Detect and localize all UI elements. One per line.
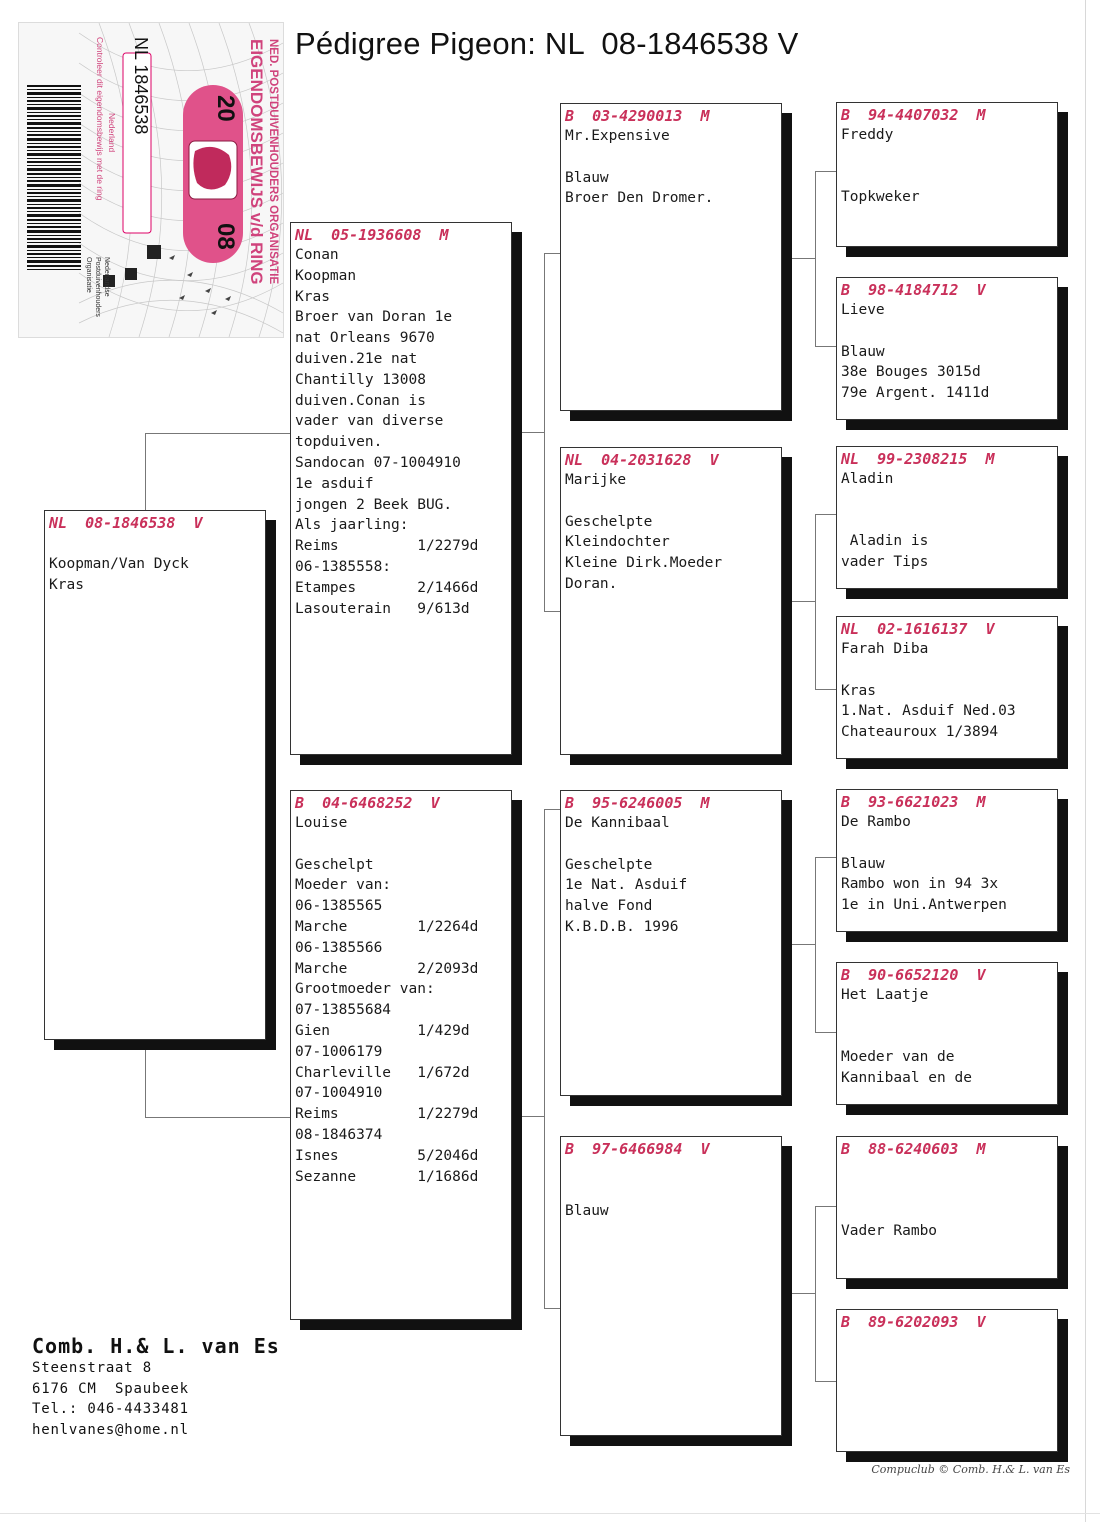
ring-number: B 03-4290013 M [565, 107, 710, 125]
ring-number: B 88-6240603 M [841, 1140, 986, 1158]
ring-number: B 90-6652120 V [841, 966, 986, 984]
connector-mother [544, 809, 561, 1309]
pigeon-box-mmm [836, 1309, 1058, 1452]
connector-fm-stub [782, 601, 815, 602]
connector-father-stub [512, 432, 544, 433]
page-edge-right [1085, 0, 1086, 1522]
connector-father [544, 253, 561, 612]
pigeon-box-mf [560, 790, 782, 1096]
pigeon-details: Lieve Blauw 38e Bouges 3015d 79e Argent. 1411d [841, 302, 990, 402]
lion-emblem [189, 141, 237, 199]
pigeon-details: Blauw [565, 1202, 609, 1219]
pigeon-details: Marijke Geschelpte Kleindochter Kleine Dirk.Moeder Doran. [565, 472, 723, 592]
pigeon-box-fff [836, 102, 1058, 247]
pigeon-details: Conan Koopman Kras Broer van Doran 1e nat Orleans 9670 duiven.21e nat Chantilly 13008 duiven.Conan is vader van diverse topduiven. Sandocan 07-1004910 1e asduif jongen 2 Beek BUG. Als jaarling: Reims 1/2279d 06-1385558: Etampes 2/1466d Lasouterain 9/613d [295, 247, 479, 617]
pigeon-details: Koopman/Van Dyck Kras [49, 555, 189, 593]
ring-number: NL 02-1616137 V [841, 620, 995, 638]
certificate-document-title: EIGENDOMSBEWIJS v/d RING [247, 39, 266, 285]
dove-marks [169, 255, 231, 315]
page-edge-bottom [0, 1513, 1100, 1514]
ring-number: NL 99-2308215 M [841, 450, 995, 468]
certificate-check-text: Controleer dit eigendomsbewijs met de ring [95, 37, 105, 201]
ring-number: B 93-6621023 M [841, 793, 986, 811]
pigeon-details: De Kannibaal Geschelpte 1e Nat. Asduif halve Fond K.B.D.B. 1996 [565, 815, 688, 935]
pigeon-details: Freddy Topkweker [841, 127, 920, 206]
pigeon-box-fmf [836, 446, 1058, 589]
connector-ff [815, 171, 837, 347]
pigeon-details: Louise Geschelpt Moeder van: 06-1385565 Marche 1/2264d 06-1385566 Marche 2/2093d Grootmoeder van: 07-13855684 Gien 1/429d 07-1006179 Charleville 1/672d 07-1004910 Reims 1/2279d 08-1846374 Isnes 5/2046d Sezanne 1/1686d [295, 815, 479, 1185]
npo-logo [103, 245, 161, 287]
pigeon-details: Vader Rambo [841, 1223, 938, 1240]
page-title: Pédigree Pigeon: NL 08-1846538 V [295, 26, 799, 61]
owner-block [32, 1334, 280, 1440]
pigeon-box-fm [560, 447, 782, 755]
ring-number: NL 05-1936608 M [295, 226, 449, 244]
ring-number: B 94-4407032 M [841, 106, 986, 124]
pigeon-box-ffm [836, 277, 1058, 420]
pigeon-box-fmm [836, 616, 1058, 759]
pigeon-details: Farah Diba Kras 1.Nat. Asduif Ned.03 Chateauroux 1/3894 [841, 641, 1016, 741]
certificate-country: Nederland [107, 113, 117, 153]
pigeon-box-subject [44, 510, 266, 1040]
pigeon-box-mm [560, 1136, 782, 1436]
footer-credit: Compuclub © Comb. H.& L. van Es [871, 1463, 1070, 1476]
owner-phone: Tel.: 046-4433481 [32, 1401, 189, 1417]
pigeon-details: De Rambo Blauw Rambo won in 94 3x 1e in Uni.Antwerpen [841, 814, 1007, 914]
pigeon-details: Mr.Expensive Blauw Broer Den Dromer. [565, 128, 714, 207]
ring-number: B 95-6246005 M [565, 794, 710, 812]
owner-street: Steenstraat 8 [32, 1360, 152, 1376]
ring-number: B 04-6468252 V [295, 794, 440, 812]
barcode [27, 85, 81, 270]
pigeon-details: Het Laatje Moeder van de Kannibaal en de [841, 987, 972, 1087]
connector-ff-stub [782, 258, 815, 259]
ownership-certificate [18, 22, 284, 338]
pigeon-box-mmf [836, 1136, 1058, 1279]
connector-mf [815, 857, 837, 1033]
ring-number: NL 04-2031628 V [565, 451, 719, 469]
certificate-logo-text: Nederlandse Postduivenhouders Organisatie [85, 257, 110, 317]
pigeon-details: Aladin Aladin is vader Tips [841, 471, 929, 571]
pigeon-box-ff [560, 103, 782, 411]
pigeon-box-mother [290, 790, 512, 1320]
certificate-ring-number: NL 1846538 [131, 37, 151, 135]
pigeon-box-mfm [836, 962, 1058, 1105]
connector-mm-stub [782, 1293, 815, 1294]
certificate-organisation: NED. POSTDUIVENHOUDERS ORGANISATIE [267, 39, 279, 285]
owner-email: henlvanes@home.nl [32, 1421, 189, 1438]
owner-city: 6176 CM Spaubeek [32, 1380, 189, 1397]
pigeon-box-mff [836, 789, 1058, 932]
certificate-year-prefix: 20 [212, 95, 239, 122]
ring-number: B 89-6202093 V [841, 1313, 986, 1331]
ring-number: B 97-6466984 V [565, 1140, 710, 1158]
connector-mother-stub [512, 1116, 544, 1117]
ring-number: NL 08-1846538 V [49, 514, 203, 532]
owner-name: Comb. H.& L. van Es [32, 1334, 280, 1358]
connector-fm [815, 514, 837, 690]
guilloche-pattern [19, 23, 283, 337]
connector-mm [815, 1206, 837, 1382]
connector-mf-stub [782, 944, 815, 945]
ring-number: B 98-4184712 V [841, 281, 986, 299]
certificate-year-suffix: 08 [212, 223, 239, 250]
pigeon-box-father [290, 222, 512, 755]
